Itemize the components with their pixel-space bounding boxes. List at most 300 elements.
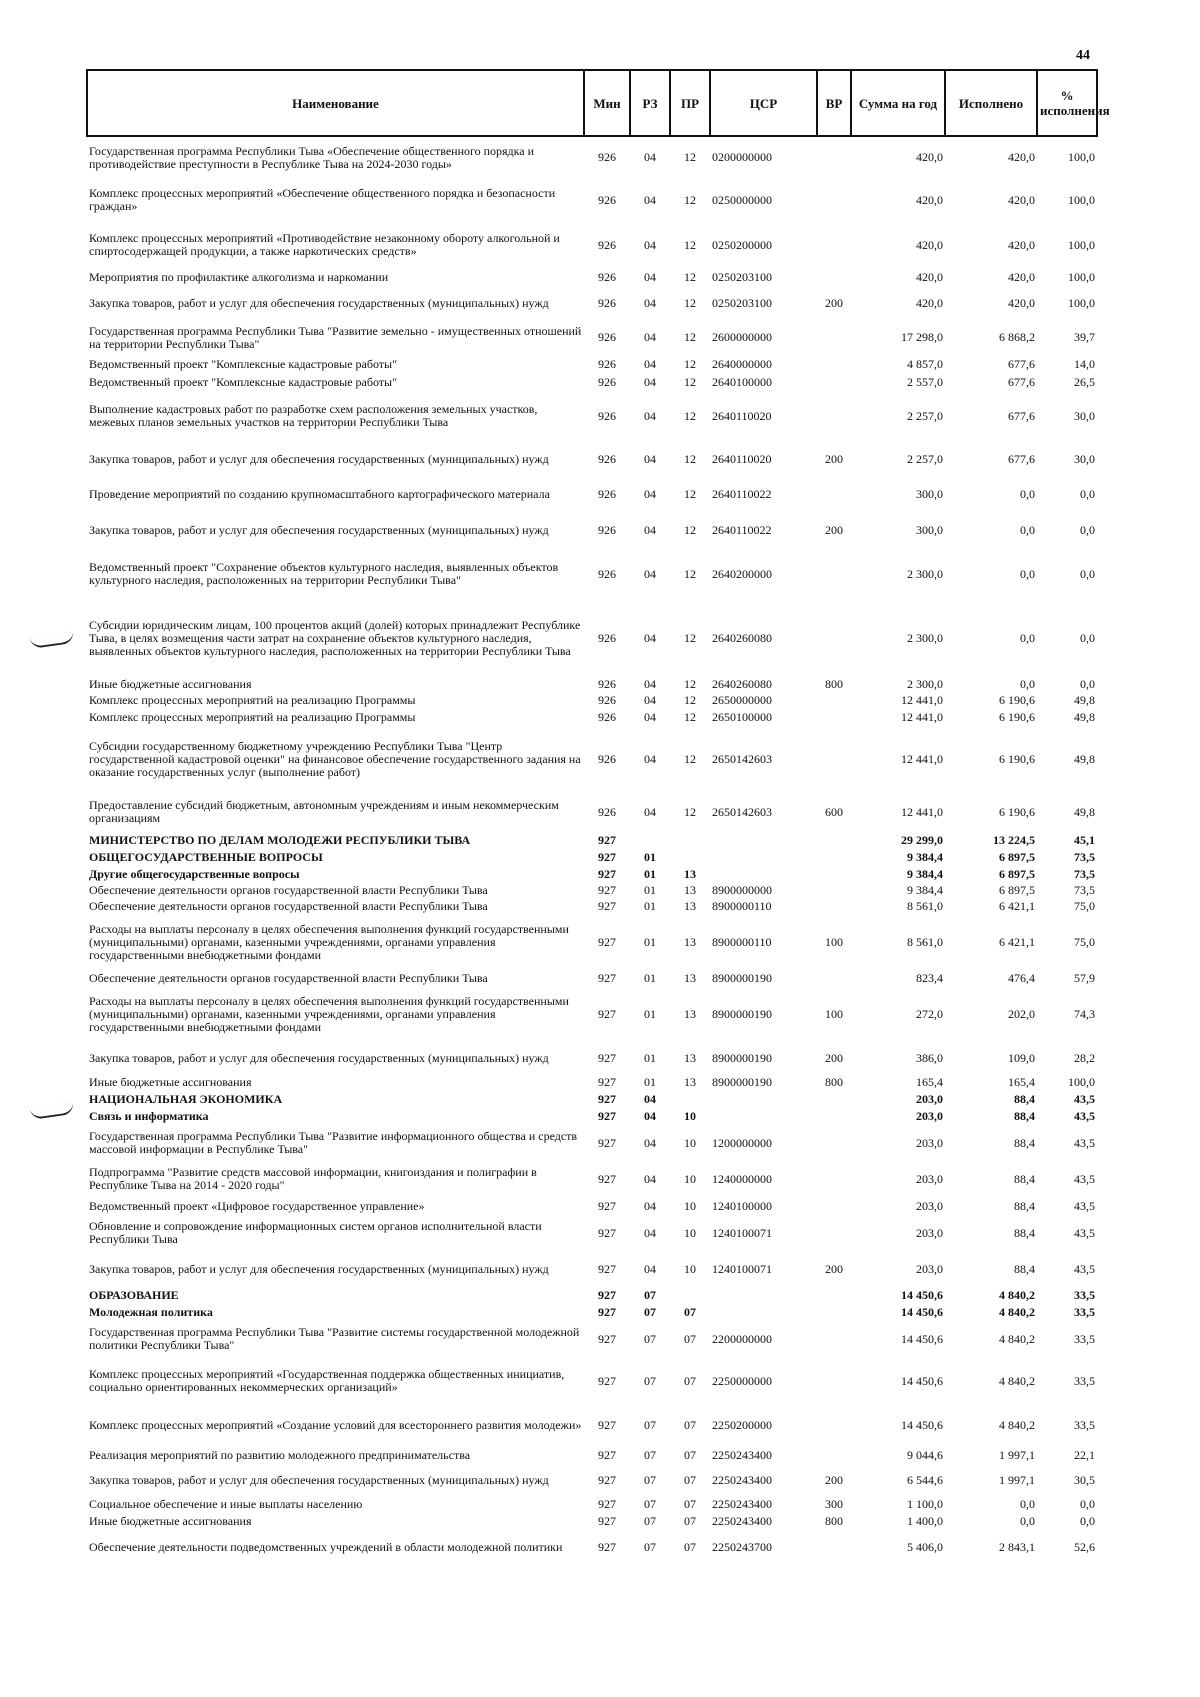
row-pr: 10 <box>684 1198 696 1213</box>
table-row <box>87 970 1097 986</box>
margin-mark <box>29 1102 74 1120</box>
row-sum: 203,0 <box>916 1109 943 1123</box>
row-pr <box>670 849 710 866</box>
row-sum: 420,0 <box>916 270 943 284</box>
row-pct: 30,5 <box>1074 1472 1095 1487</box>
table-row <box>87 440 1097 478</box>
row-vr <box>817 866 851 882</box>
row-done: 420,0 <box>1008 150 1035 164</box>
row-vr <box>817 849 851 866</box>
row-rz: 04 <box>644 192 656 207</box>
row-pct: 100,0 <box>1068 150 1095 164</box>
row-sum: 6 544,6 <box>907 1472 943 1487</box>
row-min: 927 <box>598 1135 616 1150</box>
table-row <box>87 478 1097 511</box>
row-min: 926 <box>598 295 616 310</box>
row-pr: 13 <box>684 866 696 881</box>
row-done: 0,0 <box>1020 487 1035 501</box>
row-min: 927 <box>598 1261 616 1276</box>
row-rz: 04 <box>644 710 656 724</box>
row-pct: 49,8 <box>1074 710 1095 724</box>
row-pr: 12 <box>684 804 696 819</box>
row-pr: 07 <box>684 1497 696 1511</box>
row-pct: 28,2 <box>1074 1050 1095 1065</box>
row-rz: 07 <box>644 1288 656 1302</box>
row-min: 927 <box>598 1514 616 1528</box>
row-min: 927 <box>598 1539 616 1554</box>
row-sum: 203,0 <box>916 1171 943 1186</box>
row-sum: 8 561,0 <box>907 898 943 913</box>
row-name: Предоставление субсидий бюджетным, автономным учреждениям и иным некоммерческим организациям <box>89 798 559 825</box>
row-pct: 49,8 <box>1074 804 1095 819</box>
table-row <box>87 222 1097 268</box>
row-vr <box>817 1446 851 1464</box>
row-pct: 73,5 <box>1074 882 1095 897</box>
row-csr: 2250243700 <box>712 1539 772 1554</box>
row-min: 926 <box>598 451 616 466</box>
table-row <box>87 1513 1097 1530</box>
row-min: 926 <box>598 375 616 389</box>
row-csr: 2650100000 <box>712 710 772 724</box>
row-pr: 12 <box>684 150 696 164</box>
row-min: 927 <box>598 898 616 913</box>
row-sum: 14 450,6 <box>901 1331 943 1346</box>
table-row <box>87 136 1097 178</box>
row-done: 0,0 <box>1020 1497 1035 1511</box>
row-sum: 203,0 <box>916 1225 943 1240</box>
row-vr <box>817 178 851 222</box>
row-vr <box>817 1125 851 1161</box>
row-done: 13 224,5 <box>993 833 1035 847</box>
row-rz: 04 <box>644 677 656 691</box>
row-name: Комплекс процессных мероприятий «Создание условий для всестороннего развития молодежи» <box>89 1417 582 1432</box>
row-vr <box>817 356 851 373</box>
row-done: 420,0 <box>1008 270 1035 284</box>
row-name: Мероприятия по профилактике алкоголизма и наркомании <box>89 270 389 284</box>
row-csr: 8900000190 <box>712 970 772 985</box>
row-csr: 8900000110 <box>712 934 772 949</box>
margin-mark <box>29 631 74 649</box>
row-min: 927 <box>598 1225 616 1240</box>
row-min: 927 <box>598 1304 616 1319</box>
table-row <box>87 373 1097 392</box>
table-row <box>87 1496 1097 1513</box>
row-name: Комплекс процессных мероприятий на реализацию Программы <box>89 693 416 707</box>
row-min: 927 <box>598 1050 616 1065</box>
row-pr: 12 <box>684 710 696 724</box>
row-vr: 200 <box>825 451 843 466</box>
row-vr <box>817 709 851 726</box>
row-name: Обеспечение деятельности органов государственной власти Республики Тыва <box>89 970 488 985</box>
row-csr <box>710 1108 817 1125</box>
row-pr: 07 <box>684 1417 696 1432</box>
row-pr: 10 <box>684 1225 696 1240</box>
row-min: 926 <box>598 487 616 501</box>
row-rz <box>630 832 670 849</box>
row-name: НАЦИОНАЛЬНАЯ ЭКОНОМИКА <box>89 1092 283 1106</box>
row-done: 420,0 <box>1008 237 1035 252</box>
row-pr: 12 <box>684 451 696 466</box>
row-vr: 200 <box>825 522 843 537</box>
table-row <box>87 1197 1097 1215</box>
table-row <box>87 392 1097 440</box>
row-vr <box>817 1320 851 1358</box>
row-sum: 5 406,0 <box>907 1539 943 1554</box>
row-done: 677,6 <box>1008 375 1035 389</box>
row-min: 926 <box>598 804 616 819</box>
row-pr <box>670 832 710 849</box>
row-rz: 04 <box>644 522 656 537</box>
row-sum: 29 299,0 <box>901 833 943 847</box>
row-sum: 12 441,0 <box>901 710 943 724</box>
row-done: 6 421,1 <box>999 934 1035 949</box>
row-done: 6 190,6 <box>999 710 1035 724</box>
row-done: 1 997,1 <box>999 1447 1035 1462</box>
row-min: 927 <box>598 1092 616 1106</box>
row-name: Государственная программа Республики Тыва "Развитие земельно - имущественных отношений на территории Республики Тыва" <box>89 323 582 351</box>
header-done: Исполнено <box>945 70 1037 136</box>
row-csr: 2640200000 <box>712 566 772 581</box>
row-csr: 8900000190 <box>712 1006 772 1021</box>
row-vr <box>817 882 851 898</box>
row-pr: 10 <box>684 1109 696 1123</box>
row-done: 88,4 <box>1014 1198 1035 1213</box>
row-min: 927 <box>598 833 616 847</box>
row-sum: 9 384,4 <box>907 850 943 864</box>
table-row <box>87 1464 1097 1496</box>
row-csr: 2600000000 <box>712 330 772 344</box>
row-sum: 12 441,0 <box>901 693 943 707</box>
row-sum: 420,0 <box>916 150 943 164</box>
row-name: МИНИСТЕРСТВО ПО ДЕЛАМ МОЛОДЕЖИ РЕСПУБЛИКИ ТЫВА <box>89 833 471 847</box>
row-pr: 12 <box>684 677 696 691</box>
row-vr: 200 <box>825 1261 843 1276</box>
row-done: 0,0 <box>1020 1514 1035 1528</box>
row-vr <box>817 726 851 792</box>
row-name: Государственная программа Республики Тыва "Развитие системы государственной молодежной политики Республики Тыва" <box>89 1325 580 1352</box>
table-row <box>87 1320 1097 1358</box>
row-vr: 200 <box>825 295 843 310</box>
row-pr: 10 <box>684 1135 696 1150</box>
row-csr: 2250000000 <box>712 1373 772 1388</box>
row-pr: 12 <box>684 487 696 501</box>
row-min: 926 <box>598 566 616 581</box>
row-csr: 1240100000 <box>712 1198 772 1213</box>
row-name: Субсидии государственному бюджетному учреждению Республики Тыва "Центр государственной кадастровой оценки" на финансовое обеспечение государственного задания на оказание государственных услуг (выполнение работ) <box>89 738 581 779</box>
row-csr: 1200000000 <box>712 1135 772 1150</box>
row-pr: 12 <box>684 270 696 284</box>
row-min: 927 <box>598 970 616 985</box>
row-rz: 07 <box>644 1417 656 1432</box>
row-sum: 420,0 <box>916 192 943 207</box>
row-csr: 2640110022 <box>712 487 772 501</box>
row-vr <box>817 832 851 849</box>
row-sum: 14 450,6 <box>901 1288 943 1302</box>
header-csr: ЦСР <box>710 70 817 136</box>
row-name: Ведомственный проект "Сохранение объектов культурного наследия, выявленных объектов культурного наследия, расположенных на территории Республики Тыва" <box>89 560 559 587</box>
row-rz: 04 <box>644 1171 656 1186</box>
row-csr: 2250243400 <box>712 1447 772 1462</box>
row-name: Закупка товаров, работ и услуг для обеспечения государственных (муниципальных) нужд <box>89 1050 549 1065</box>
row-done: 4 840,2 <box>999 1331 1035 1346</box>
row-done: 88,4 <box>1014 1135 1035 1150</box>
row-min: 927 <box>598 1075 616 1089</box>
table-row <box>87 549 1097 599</box>
row-pct: 100,0 <box>1068 270 1095 284</box>
row-pr: 10 <box>684 1171 696 1186</box>
row-min: 926 <box>598 237 616 252</box>
row-done: 88,4 <box>1014 1225 1035 1240</box>
table-row <box>87 1287 1097 1304</box>
row-pr: 07 <box>684 1514 696 1528</box>
table-row <box>87 898 1097 914</box>
row-pr: 12 <box>684 408 696 423</box>
row-name: Выполнение кадастровых работ по разработке схем расположения земельных участков, межевых планов земельных участков на территории Республики Тыва <box>89 402 538 429</box>
row-done: 1 997,1 <box>999 1472 1035 1487</box>
row-pct: 30,0 <box>1074 451 1095 466</box>
row-pct: 0,0 <box>1080 1514 1095 1528</box>
row-csr <box>710 1091 817 1108</box>
table-row <box>87 268 1097 287</box>
row-rz: 07 <box>644 1447 656 1462</box>
row-csr: 2640110020 <box>712 408 772 423</box>
row-pr: 12 <box>684 751 696 766</box>
row-min: 927 <box>598 1373 616 1388</box>
row-pct: 100,0 <box>1068 1075 1095 1089</box>
row-sum: 8 561,0 <box>907 934 943 949</box>
row-pct: 100,0 <box>1068 295 1095 310</box>
row-name: ОБЩЕГОСУДАРСТВЕННЫЕ ВОПРОСЫ <box>89 850 323 864</box>
row-pct: 33,5 <box>1074 1331 1095 1346</box>
row-csr: 2650142603 <box>712 804 772 819</box>
row-min: 927 <box>598 1497 616 1511</box>
row-name: Закупка товаров, работ и услуг для обеспечения государственных (муниципальных) нужд <box>89 451 549 466</box>
row-pr: 12 <box>684 295 696 310</box>
row-csr: 8900000110 <box>712 898 772 913</box>
row-vr <box>817 599 851 677</box>
row-pct: 43,5 <box>1074 1171 1095 1186</box>
row-vr <box>817 898 851 914</box>
table-row <box>87 882 1097 898</box>
row-pct: 43,5 <box>1074 1198 1095 1213</box>
row-rz: 04 <box>644 295 656 310</box>
row-pct: 22,1 <box>1074 1447 1095 1462</box>
row-vr: 200 <box>825 1050 843 1065</box>
row-vr <box>817 1197 851 1215</box>
row-rz: 04 <box>644 330 656 344</box>
row-csr: 2250243400 <box>712 1497 772 1511</box>
row-pct: 43,5 <box>1074 1109 1095 1123</box>
row-sum: 203,0 <box>916 1198 943 1213</box>
row-min: 926 <box>598 677 616 691</box>
row-vr <box>817 1287 851 1304</box>
table-row <box>87 287 1097 319</box>
row-vr <box>817 1530 851 1564</box>
row-min: 927 <box>598 882 616 897</box>
row-min: 926 <box>598 710 616 724</box>
row-vr: 800 <box>825 1514 843 1528</box>
table-row <box>87 511 1097 549</box>
row-rz: 04 <box>644 804 656 819</box>
row-done: 6 421,1 <box>999 898 1035 913</box>
row-sum: 2 257,0 <box>907 408 943 423</box>
row-sum: 2 300,0 <box>907 677 943 691</box>
row-sum: 9 384,4 <box>907 866 943 881</box>
table-row <box>87 1042 1097 1074</box>
row-pr: 07 <box>684 1447 696 1462</box>
row-name: Обеспечение деятельности органов государственной власти Республики Тыва <box>89 882 488 897</box>
row-pct: 74,3 <box>1074 1006 1095 1021</box>
row-name: Комплекс процессных мероприятий «Противодействие незаконному обороту алкогольной и спиртосодержащей продукции, а также наркотических средств» <box>89 231 560 258</box>
row-pr: 07 <box>684 1331 696 1346</box>
row-vr <box>817 222 851 268</box>
table-row <box>87 1358 1097 1404</box>
row-rz: 07 <box>644 1539 656 1554</box>
row-name: Ведомственный проект "Комплексные кадастровые работы" <box>89 375 398 389</box>
row-pr: 12 <box>684 522 696 537</box>
row-name: ОБРАЗОВАНИЕ <box>89 1288 179 1302</box>
table-row <box>87 914 1097 970</box>
row-name: Комплекс процессных мероприятий «Обеспечение общественного порядка и безопасности граждан» <box>89 186 556 213</box>
table-row <box>87 1404 1097 1446</box>
row-min: 926 <box>598 357 616 371</box>
row-pct: 33,5 <box>1074 1417 1095 1432</box>
row-min: 927 <box>598 934 616 949</box>
row-name: Закупка товаров, работ и услуг для обеспечения государственных (муниципальных) нужд <box>89 1261 549 1276</box>
table-row <box>87 709 1097 726</box>
page-number: 44 <box>1076 48 1090 63</box>
row-pr: 12 <box>684 566 696 581</box>
row-done: 420,0 <box>1008 192 1035 207</box>
row-min: 926 <box>598 693 616 707</box>
row-vr: 100 <box>825 934 843 949</box>
row-done: 6 190,6 <box>999 693 1035 707</box>
row-csr: 8900000190 <box>712 1050 772 1065</box>
row-name: Закупка товаров, работ и услуг для обеспечения государственных (муниципальных) нужд <box>89 1472 549 1487</box>
row-name: Проведение мероприятий по созданию крупномасштабного картографического материала <box>89 487 550 501</box>
row-pct: 0,0 <box>1080 566 1095 581</box>
row-pr: 10 <box>684 1261 696 1276</box>
row-name: Обеспечение деятельности органов государственной власти Республики Тыва <box>89 898 488 913</box>
row-vr: 600 <box>825 804 843 819</box>
row-rz: 04 <box>644 451 656 466</box>
row-min: 926 <box>598 408 616 423</box>
row-done: 0,0 <box>1020 677 1035 691</box>
row-sum: 9 384,4 <box>907 882 943 897</box>
row-csr: 0200000000 <box>712 150 772 164</box>
row-rz: 04 <box>644 1135 656 1150</box>
row-sum: 12 441,0 <box>901 751 943 766</box>
row-rz: 01 <box>644 898 656 913</box>
row-rz: 04 <box>644 566 656 581</box>
row-vr <box>817 136 851 178</box>
header-name: Наименование <box>87 70 584 136</box>
row-name: Государственная программа Республики Тыва "Развитие информационного общества и средств массовой информации в Республике Тыва" <box>89 1129 578 1156</box>
row-name: Иные бюджетные ассигнования <box>89 1514 252 1528</box>
row-vr <box>817 478 851 511</box>
row-rz: 04 <box>644 375 656 389</box>
row-pr: 07 <box>684 1472 696 1487</box>
row-rz: 01 <box>644 934 656 949</box>
row-csr <box>710 1304 817 1320</box>
row-rz: 07 <box>644 1304 656 1319</box>
row-vr: 800 <box>825 1075 843 1089</box>
row-name: Иные бюджетные ассигнования <box>89 677 252 691</box>
row-sum: 203,0 <box>916 1261 943 1276</box>
row-min: 926 <box>598 751 616 766</box>
row-rz: 04 <box>644 1261 656 1276</box>
row-rz: 04 <box>644 1092 656 1106</box>
row-name: Государственная программа Республики Тыва «Обеспечение общественного порядка и противодействие преступности в Республике Тыва на 2024-2030 годы» <box>89 143 535 171</box>
row-vr <box>817 1304 851 1320</box>
row-pr: 12 <box>684 630 696 645</box>
row-pct: 0,0 <box>1080 1497 1095 1511</box>
row-done: 88,4 <box>1014 1171 1035 1186</box>
row-csr <box>710 1287 817 1304</box>
table-header-row <box>87 70 1097 136</box>
row-csr: 1240000000 <box>712 1171 772 1186</box>
row-min: 927 <box>598 1109 616 1123</box>
row-pct: 43,5 <box>1074 1092 1095 1106</box>
table-row <box>87 1215 1097 1251</box>
row-done: 0,0 <box>1020 630 1035 645</box>
row-name: Подпрограмма "Развитие средств массовой информации, книгоиздания и полиграфии в Республике Тыва на 2014 - 2020 годы" <box>89 1165 537 1192</box>
row-csr: 8900000000 <box>712 882 772 897</box>
row-pct: 30,0 <box>1074 408 1095 423</box>
table-row <box>87 866 1097 882</box>
budget-table <box>86 69 1110 1564</box>
row-csr: 1240100071 <box>712 1261 772 1276</box>
row-sum: 420,0 <box>916 237 943 252</box>
row-rz: 01 <box>644 850 656 864</box>
row-csr: 0250000000 <box>712 192 772 207</box>
row-sum: 823,4 <box>916 970 943 985</box>
row-csr: 2250243400 <box>712 1472 772 1487</box>
row-csr: 2250243400 <box>712 1514 772 1528</box>
row-sum: 17 298,0 <box>901 330 943 344</box>
row-sum: 1 100,0 <box>907 1497 943 1511</box>
row-pr: 13 <box>684 898 696 913</box>
header-min: Мин <box>584 70 630 136</box>
row-pct: 73,5 <box>1074 866 1095 881</box>
row-pr: 07 <box>684 1539 696 1554</box>
row-pct: 43,5 <box>1074 1261 1095 1276</box>
row-csr: 8900000190 <box>712 1075 772 1089</box>
row-rz: 04 <box>644 1225 656 1240</box>
row-pct: 49,8 <box>1074 693 1095 707</box>
row-pct: 43,5 <box>1074 1135 1095 1150</box>
row-vr <box>817 392 851 440</box>
row-rz: 04 <box>644 1109 656 1123</box>
table-body <box>87 136 1097 1564</box>
row-rz: 01 <box>644 882 656 897</box>
row-done: 6 897,5 <box>999 882 1035 897</box>
row-rz: 04 <box>644 357 656 371</box>
row-rz: 07 <box>644 1514 656 1528</box>
row-vr <box>817 1091 851 1108</box>
row-rz: 07 <box>644 1497 656 1511</box>
row-pct: 26,5 <box>1074 375 1095 389</box>
row-done: 202,0 <box>1008 1006 1035 1021</box>
row-csr: 2640000000 <box>712 357 772 371</box>
row-csr <box>710 849 817 866</box>
row-csr: 0250203100 <box>712 295 772 310</box>
row-csr: 2650142603 <box>712 751 772 766</box>
row-rz: 04 <box>644 237 656 252</box>
row-sum: 300,0 <box>916 522 943 537</box>
row-pct: 57,9 <box>1074 970 1095 985</box>
row-pr: 13 <box>684 970 696 985</box>
